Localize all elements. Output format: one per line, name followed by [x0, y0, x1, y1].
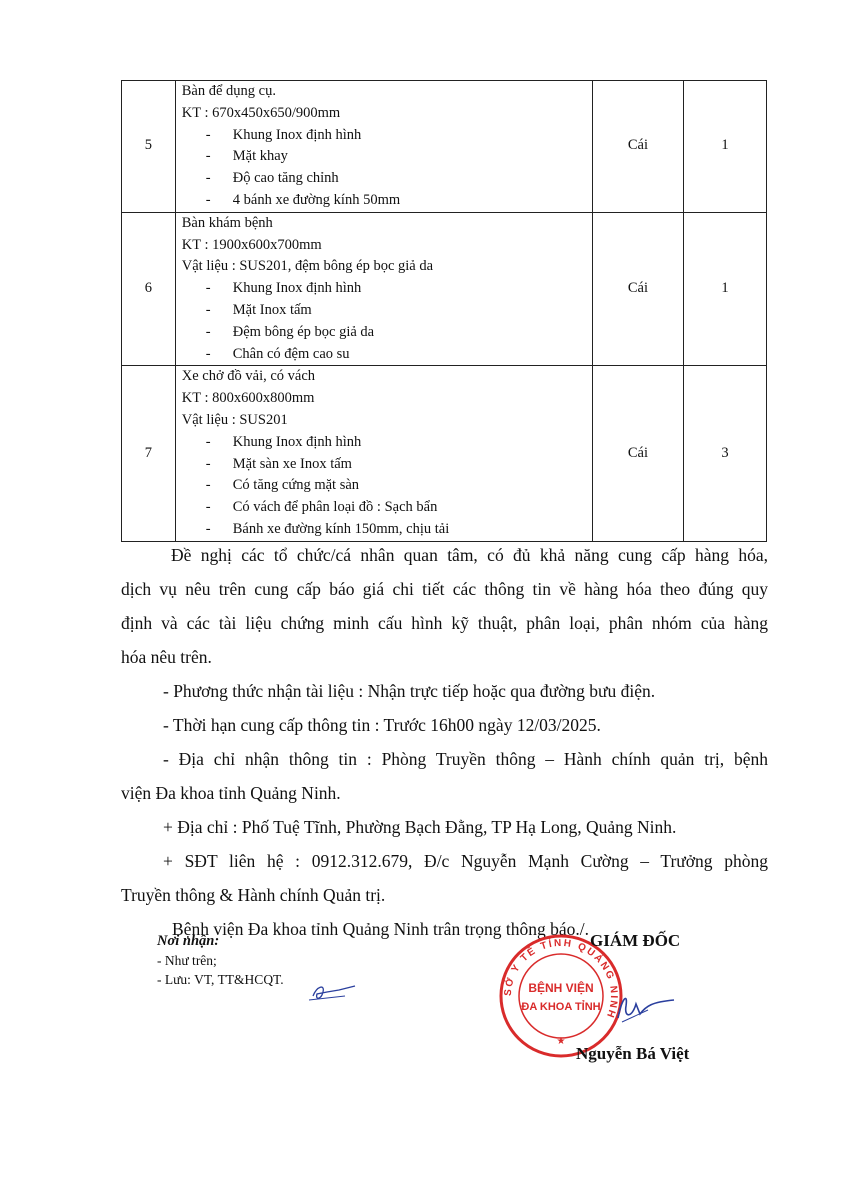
request-line: định và các tài liệu chứng minh cấu hình kỹ thuật, phân loại, phân nhóm của hàng	[121, 613, 768, 633]
item-unit: Cái	[592, 81, 683, 213]
spec-bullet: - Mặt sàn xe Inox tấm	[205, 455, 352, 472]
request-line: dịch vụ nêu trên cung cấp báo giá chi tiết các thông tin về hàng hóa theo đúng quy	[121, 579, 768, 599]
svg-text:SỞ Y TẾ TỈNH QUẢNG NINH: SỞ Y TẾ TỈNH QUẢNG NINH	[502, 937, 620, 1021]
item-description	[175, 366, 592, 541]
signer-name: Nguyễn Bá Việt	[576, 1044, 690, 1063]
desc-line: Xe chở đồ vải, có vách	[181, 368, 316, 385]
svg-text:★: ★	[556, 1036, 566, 1047]
recipient-line: - Như trên;	[157, 953, 217, 968]
desc-line: Bàn khám bệnh	[181, 214, 273, 231]
spec-bullet: - Chân có đệm cao su	[205, 345, 350, 362]
items-table	[121, 80, 767, 542]
signature-scribble	[612, 988, 682, 1028]
spec-bullet: - Khung Inox định hình	[205, 433, 362, 450]
spec-bullet: - Khung Inox định hình	[205, 126, 362, 143]
recipients-block	[157, 932, 284, 989]
recipients-title: Nơi nhận:	[157, 933, 220, 949]
item-description	[175, 81, 592, 213]
svg-text:BỆNH VIỆN: BỆNH VIỆN	[528, 981, 594, 995]
item-quantity: 3	[684, 366, 767, 541]
request-line: hóa nêu trên.	[121, 647, 212, 667]
item-number: 5	[122, 81, 176, 213]
official-stamp	[497, 932, 625, 1060]
svg-text:ĐA KHOA TỈNH: ĐA KHOA TỈNH	[521, 1001, 601, 1013]
item-unit: Cái	[592, 212, 683, 366]
item-unit: Cái	[592, 366, 683, 541]
spec-bullet: - Độ cao tăng chỉnh	[205, 170, 339, 187]
table-row	[122, 81, 767, 213]
item-description	[175, 212, 592, 366]
receive-method: - Phương thức nhận tài liệu : Nhận trực tiếp hoặc qua đường bưu điện.	[163, 681, 656, 701]
address-line: - Địa chỉ nhận thông tin : Phòng Truyền thông – Hành chính quản trị, bệnh	[163, 749, 768, 769]
item-number: 6	[122, 212, 176, 366]
spec-bullet: - Bánh xe đường kính 150mm, chịu tải	[205, 520, 450, 537]
desc-line: Vật liệu : SUS201, đệm bông ép bọc giả da	[181, 258, 434, 275]
recipient-line: - Lưu: VT, TT&HCQT.	[157, 972, 284, 987]
table-row	[122, 366, 767, 541]
spec-bullet: - Mặt khay	[205, 148, 288, 165]
item-number: 7	[122, 366, 176, 541]
deadline: - Thời hạn cung cấp thông tin : Trước 16h00 ngày 12/03/2025.	[163, 715, 601, 735]
phone-line: Truyền thông & Hành chính Quản trị.	[121, 885, 386, 905]
phone-line: + SĐT liên hệ : 0912.312.679, Đ/c Nguyễn Mạnh Cường – Trưởng phòng	[163, 851, 768, 871]
spec-bullet: - Có tăng cứng mặt sàn	[205, 477, 360, 494]
initial-mark	[305, 978, 365, 1008]
request-line: Đề nghị các tổ chức/cá nhân quan tâm, có đủ khả năng cung cấp hàng hóa,	[171, 545, 768, 565]
item-quantity: 1	[684, 81, 767, 213]
desc-line: Bàn để dụng cụ.	[181, 83, 276, 99]
table-row	[122, 212, 767, 366]
spec-bullet: - Khung Inox định hình	[205, 280, 362, 297]
desc-line: KT : 1900x600x700mm	[181, 236, 322, 253]
signer-title: GIÁM ĐỐC	[590, 931, 681, 950]
address-line: viện Đa khoa tỉnh Quảng Ninh.	[121, 783, 341, 803]
closing-line: Bệnh viện Đa khoa tỉnh Quảng Ninh trân trọng thông báo./.	[172, 919, 590, 939]
address-detail: + Địa chỉ : Phố Tuệ Tĩnh, Phường Bạch Đằng, TP Hạ Long, Quảng Ninh.	[163, 817, 677, 837]
desc-line: Vật liệu : SUS201	[181, 411, 288, 428]
spec-bullet: - Mặt Inox tấm	[205, 301, 312, 318]
item-quantity: 1	[684, 212, 767, 366]
spec-bullet: - Đệm bông ép bọc giả da	[205, 323, 375, 340]
spec-bullet: - 4 bánh xe đường kính 50mm	[205, 191, 401, 208]
spec-bullet: - Có vách để phân loại đồ : Sạch bẩn	[205, 499, 438, 516]
desc-line: KT : 670x450x650/900mm	[181, 104, 341, 121]
desc-line: KT : 800x600x800mm	[181, 390, 315, 407]
